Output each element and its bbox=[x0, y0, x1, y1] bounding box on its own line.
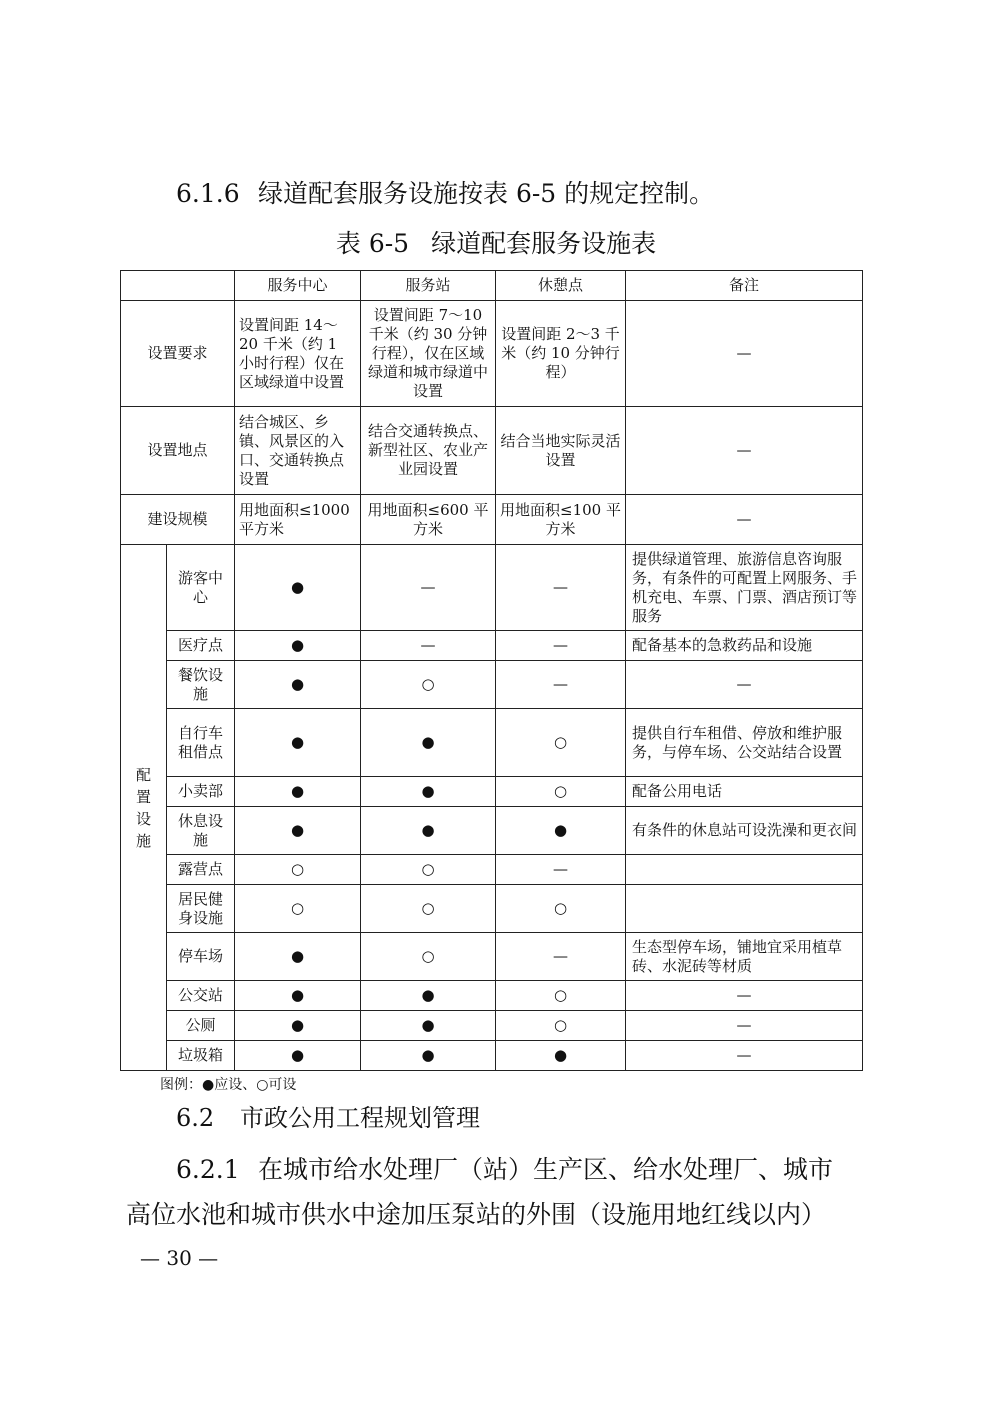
cell-service-station: ○ bbox=[361, 855, 496, 885]
facility-name: 居民健身设施 bbox=[167, 885, 235, 933]
cell-rest-point: ○ bbox=[496, 1011, 626, 1041]
facility-row bbox=[121, 661, 863, 709]
facility-row bbox=[121, 981, 863, 1011]
cell-rest-point: 设置间距 2～3 千米（约 10 分钟行程） bbox=[496, 301, 626, 407]
cell-remarks: — bbox=[626, 495, 863, 545]
clause-text: 绿道配套服务设施按表 6-5 的规定控制。 bbox=[258, 179, 715, 208]
table-caption bbox=[0, 224, 992, 260]
cell-rest-point: — bbox=[496, 855, 626, 885]
table-title: 绿道配套服务设施表 bbox=[431, 229, 657, 258]
cell-rest-point: — bbox=[496, 545, 626, 631]
cell-service-station: 设置间距 7～10 千米（约 30 分钟行程），仅在区域绿道和城市绿道中设置 bbox=[361, 301, 496, 407]
cell-service-station: ○ bbox=[361, 661, 496, 709]
facility-row bbox=[121, 1041, 863, 1071]
cell-remarks: — bbox=[626, 301, 863, 407]
cell-service-center: ● bbox=[235, 807, 361, 855]
cell-service-center: ● bbox=[235, 981, 361, 1011]
cell-service-station: ● bbox=[361, 981, 496, 1011]
facility-name: 公交站 bbox=[167, 981, 235, 1011]
cell-remarks bbox=[626, 885, 863, 933]
cell-service-station: — bbox=[361, 631, 496, 661]
cell-remarks: 生态型停车场，铺地宜采用植草砖、水泥砖等材质 bbox=[626, 933, 863, 981]
facility-name: 停车场 bbox=[167, 933, 235, 981]
cell-rest-point: — bbox=[496, 661, 626, 709]
cell-remarks: — bbox=[626, 1011, 863, 1041]
cell-remarks: 配备基本的急救药品和设施 bbox=[626, 631, 863, 661]
row-label: 设置要求 bbox=[121, 301, 235, 407]
cell-rest-point: ○ bbox=[496, 777, 626, 807]
header-remarks: 备注 bbox=[626, 271, 863, 301]
cell-rest-point: ○ bbox=[496, 981, 626, 1011]
cell-rest-point: — bbox=[496, 631, 626, 661]
cell-service-center: ● bbox=[235, 933, 361, 981]
cell-remarks: — bbox=[626, 407, 863, 495]
clause-number: 6.2.1 bbox=[176, 1155, 240, 1184]
facility-row bbox=[121, 545, 863, 631]
cell-service-station: ● bbox=[361, 807, 496, 855]
cell-rest-point: ● bbox=[496, 1041, 626, 1071]
cell-service-station: — bbox=[361, 545, 496, 631]
row-construction-scale bbox=[121, 495, 863, 545]
cell-remarks: — bbox=[626, 981, 863, 1011]
cell-service-center: ● bbox=[235, 1041, 361, 1071]
cell-service-station: ○ bbox=[361, 885, 496, 933]
header-service-station: 服务站 bbox=[361, 271, 496, 301]
facility-row bbox=[121, 709, 863, 777]
cell-remarks: 有条件的休息站可设洗澡和更衣间 bbox=[626, 807, 863, 855]
body-text-line1: 在城市给水处理厂（站）生产区、给水处理厂、城市 bbox=[258, 1155, 834, 1184]
cell-service-center: ● bbox=[235, 545, 361, 631]
facility-name: 餐饮设施 bbox=[167, 661, 235, 709]
cell-service-station: ● bbox=[361, 709, 496, 777]
cell-rest-point: 结合当地实际灵活设置 bbox=[496, 407, 626, 495]
facility-name: 小卖部 bbox=[167, 777, 235, 807]
page-number: — 30 — bbox=[140, 1246, 219, 1270]
cell-service-center: ● bbox=[235, 661, 361, 709]
row-setting-requirement bbox=[121, 301, 863, 407]
cell-remarks: 配备公用电话 bbox=[626, 777, 863, 807]
cell-rest-point: 用地面积≤100 平方米 bbox=[496, 495, 626, 545]
cell-service-center: 设置间距 14～20 千米（约 1 小时行程）仅在区域绿道中设置 bbox=[235, 301, 361, 407]
group-label-cell bbox=[121, 545, 167, 1071]
cell-remarks: 提供绿道管理、旅游信息咨询服务，有条件的可配置上网服务、手机充电、车票、门票、酒店预订等服务 bbox=[626, 545, 863, 631]
table-legend: 图例：●应设、○可设 bbox=[160, 1077, 297, 1093]
group-label: 配置设施 bbox=[135, 765, 151, 850]
facility-row bbox=[121, 885, 863, 933]
table-number: 表 6-5 bbox=[335, 229, 410, 258]
facility-name: 公厕 bbox=[167, 1011, 235, 1041]
cell-remarks bbox=[626, 855, 863, 885]
cell-rest-point: ○ bbox=[496, 709, 626, 777]
cell-service-station: ● bbox=[361, 1011, 496, 1041]
facility-table bbox=[120, 270, 863, 1071]
facility-row bbox=[121, 777, 863, 807]
cell-remarks: 提供自行车租借、停放和维护服务，与停车场、公交站结合设置 bbox=[626, 709, 863, 777]
row-label: 设置地点 bbox=[121, 407, 235, 495]
facility-row bbox=[121, 631, 863, 661]
facility-row bbox=[121, 807, 863, 855]
facility-row bbox=[121, 855, 863, 885]
facility-row bbox=[121, 1011, 863, 1041]
cell-rest-point: ● bbox=[496, 807, 626, 855]
cell-service-station: ○ bbox=[361, 933, 496, 981]
cell-service-station: 用地面积≤600 平方米 bbox=[361, 495, 496, 545]
cell-service-center: ○ bbox=[235, 885, 361, 933]
row-label: 建设规模 bbox=[121, 495, 235, 545]
header-corner bbox=[121, 271, 235, 301]
header-row bbox=[121, 271, 863, 301]
facility-name: 休息设施 bbox=[167, 807, 235, 855]
header-service-center: 服务中心 bbox=[235, 271, 361, 301]
clause-6-2-1-line2: 高位水池和城市供水中途加压泵站的外围（设施用地红线以内） bbox=[126, 1200, 827, 1229]
cell-service-center: ● bbox=[235, 631, 361, 661]
facility-name: 垃圾箱 bbox=[167, 1041, 235, 1071]
facility-name: 医疗点 bbox=[167, 631, 235, 661]
cell-service-center: 结合城区、乡镇、风景区的入口、交通转换点设置 bbox=[235, 407, 361, 495]
cell-service-center: ● bbox=[235, 709, 361, 777]
header-rest-point: 休憩点 bbox=[496, 271, 626, 301]
cell-rest-point: ○ bbox=[496, 885, 626, 933]
cell-remarks: — bbox=[626, 1041, 863, 1071]
section-title: 市政公用工程规划管理 bbox=[240, 1104, 480, 1132]
cell-service-center: ○ bbox=[235, 855, 361, 885]
cell-service-center: ● bbox=[235, 1011, 361, 1041]
row-setting-location bbox=[121, 407, 863, 495]
clause-6-2-1-line1 bbox=[176, 1150, 833, 1186]
section-number: 6.2 bbox=[176, 1104, 215, 1132]
clause-6-1-6 bbox=[176, 174, 714, 210]
cell-service-station: ● bbox=[361, 1041, 496, 1071]
facility-name: 游客中心 bbox=[167, 545, 235, 631]
cell-service-station: ● bbox=[361, 777, 496, 807]
cell-service-station: 结合交通转换点、新型社区、农业产业园设置 bbox=[361, 407, 496, 495]
cell-service-center: 用地面积≤1000 平方米 bbox=[235, 495, 361, 545]
clause-number: 6.1.6 bbox=[176, 179, 240, 208]
facility-name: 露营点 bbox=[167, 855, 235, 885]
cell-remarks: — bbox=[626, 661, 863, 709]
facility-name: 自行车租借点 bbox=[167, 709, 235, 777]
facility-row bbox=[121, 933, 863, 981]
section-heading bbox=[176, 1098, 480, 1133]
cell-service-center: ● bbox=[235, 777, 361, 807]
cell-rest-point: — bbox=[496, 933, 626, 981]
